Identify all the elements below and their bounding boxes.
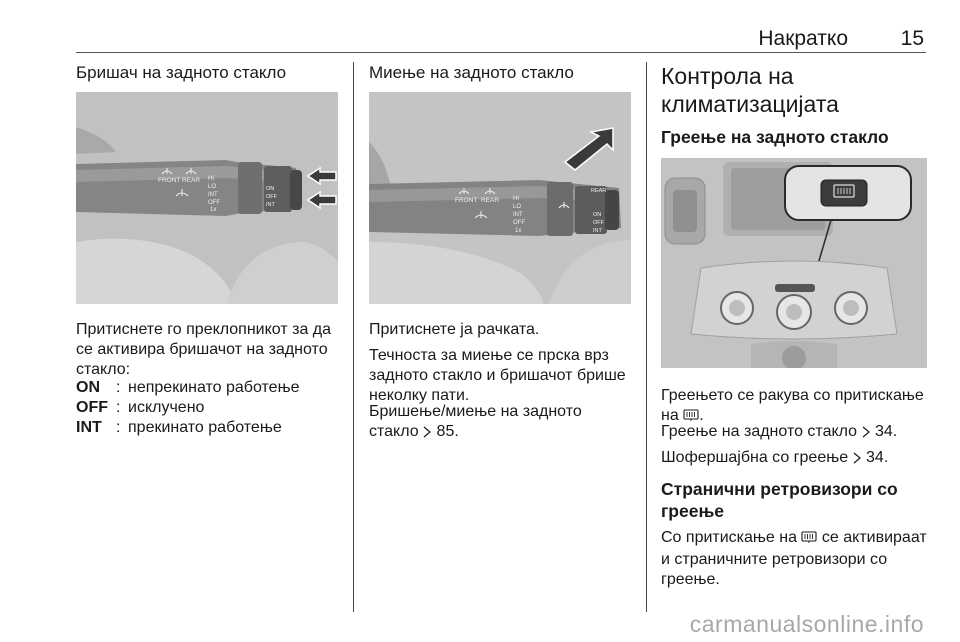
label-hi: HI [513,196,519,202]
label-off-ring: OFF [266,194,277,200]
label-lo: LO [208,184,217,190]
definition-on: ON : непрекинато работење [76,379,300,396]
label-rear: REAR [481,197,500,204]
column-rear-wiper [76,62,338,436]
page-reference: 85. [436,423,459,440]
label-int-ring: INT [593,228,602,234]
rear-washer-description: Течноста за миење се прска врз задното стакло и бришачот брише неколку пати. [369,347,626,404]
page-header [76,0,926,53]
definition-int: INT : прекинато работење [76,419,282,436]
label-rear: REAR [182,177,201,184]
rear-wiper-heading: Бришач на задното стакло [76,63,287,82]
label-front: FRONT [158,177,181,184]
rear-washer-heading: Миење на задното стакло [369,63,574,82]
rear-washer-step: Притиснете ја рачката. [369,321,540,338]
label-int: INT [513,212,523,218]
heated-mirrors-heading: Странични ретровизори со греење [661,479,898,521]
rear-washer-figure [369,92,631,304]
label-int-ring: INT [266,202,275,208]
watermark: carmanualsonline.info [689,611,924,637]
page-number: 15 [900,27,924,50]
page-reference-arrow-icon [853,450,862,470]
rear-wiper-figure [76,92,338,304]
label-off-ring: OFF [593,220,604,226]
column-divider-right [646,62,647,612]
rear-heating-subheading: Греење на задното стакло [661,127,889,147]
label-lo: LO [513,204,522,210]
heated-mirrors-description: Со притискање на се активираат и страничните ретровизори со греење. [661,529,927,588]
climate-title: Контрола на климатизацијата [661,63,839,117]
column-climate-control [661,62,929,588]
label-int: INT [208,192,218,198]
rear-window-heater-icon [801,530,817,550]
column-divider-left [353,62,354,612]
label-on: ON [593,212,602,218]
desc-off: исклучено [128,399,205,416]
page-reference-arrow-icon [423,424,432,444]
page-reference-arrow-icon [862,424,871,444]
label-off: OFF [208,200,220,206]
label-hi: HI [208,176,214,182]
label-off: OFF [513,220,525,226]
desc-on: непрекинато работење [128,379,300,396]
label-1x: 1x [210,207,217,213]
label-1x: 1x [515,228,522,234]
rear-washer-reference: Бришење/миење на задното стакло 85. [369,402,631,444]
label-on: ON [266,186,275,192]
switch-positions-list [76,378,338,438]
definition-off: OFF : исклучено [76,399,205,416]
section-title: Накратко [758,27,848,50]
column-rear-washer [369,62,631,440]
term-off: OFF [76,399,108,416]
rear-heating-reference: Греење на задното стакло 34. [661,422,929,444]
desc-int: прекинато работење [128,419,282,436]
term-int: INT [76,419,102,436]
label-front: FRONT [455,197,478,204]
rear-heating-instruction: Греењето се ракува со притискање на . [661,386,929,428]
rear-wiper-instruction: Притиснете го преклопникот за да се активира бришачот на задното стакло: [76,321,332,378]
heated-windscreen-reference: Шофершајбна со греење 34. [661,448,929,470]
term-on: ON [76,379,100,396]
label-rear-ring: REAR [591,188,607,194]
climate-panel-figure [661,158,927,368]
